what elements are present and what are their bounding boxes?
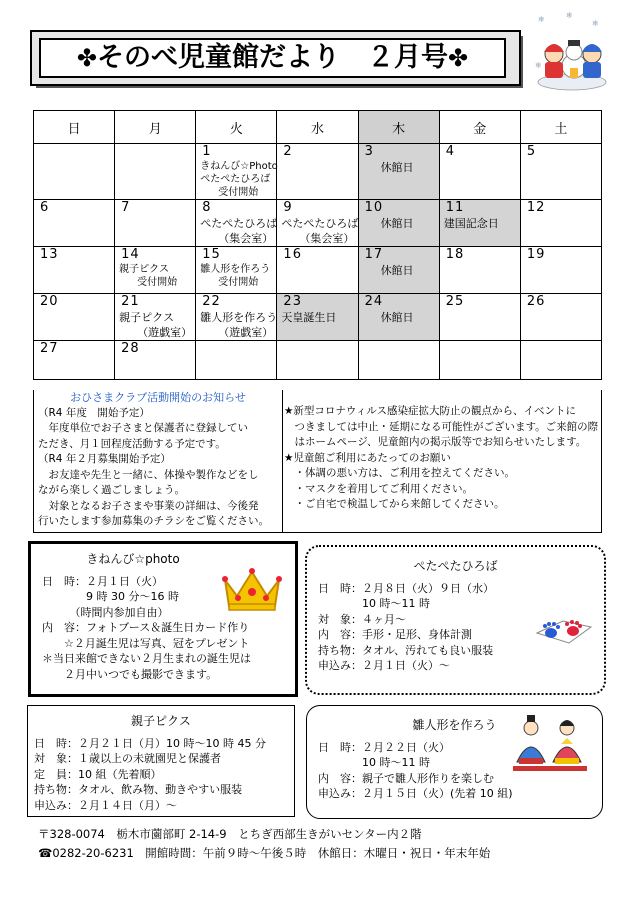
calendar-day-cell [34, 144, 115, 200]
day-number: 15 [202, 247, 221, 262]
calendar-day-cell [358, 200, 439, 247]
calendar-header-row [34, 111, 602, 144]
petapeta-detail-line: 対 象：４ヶ月～ [307, 612, 406, 626]
svg-text:❄: ❄ [566, 11, 573, 20]
kinenbi-detail-line: 日 時：２月１日（火） [31, 574, 163, 588]
weekday-header: 火 [196, 111, 277, 144]
day-event: 受付開始 [137, 277, 178, 288]
day-number: 1 [202, 144, 212, 159]
calendar-day-cell [439, 341, 520, 380]
calendar-day-cell [34, 200, 115, 247]
calendar-week-row [34, 144, 602, 200]
day-event: （遊戯室） [137, 326, 193, 339]
calendar-day-cell [277, 247, 358, 294]
calendar-body [34, 144, 602, 380]
day-number: 2 [283, 144, 293, 159]
day-event: ぺたぺたひろば [281, 217, 359, 230]
page-title-text: そのべ児童館だより ２月号 [97, 42, 448, 73]
covid-notice-line: ・ご自宅で検温してから来館してください。 [284, 498, 505, 510]
day-number: 17 [364, 247, 384, 262]
calendar-day-cell [277, 144, 358, 200]
petapeta-detail-line: 日 時：２月８日（火）９日（水） [307, 581, 494, 595]
calendar-day-cell [115, 144, 196, 200]
weekday-header: 日 [34, 111, 115, 144]
hina-detail-line: 内 容：親子で雛人形作りを楽しむ [307, 771, 494, 785]
calendar-day-cell [520, 247, 601, 294]
weekday-header: 木 [358, 111, 439, 144]
day-number: 10 [364, 200, 384, 215]
calendar-day-cell [115, 341, 196, 380]
calendar-day-cell [196, 144, 277, 200]
calendar-day-cell [358, 144, 439, 200]
day-event: 休館日 [380, 311, 414, 324]
calendar-day-cell [520, 294, 601, 341]
day-number: 9 [283, 200, 293, 215]
hina-title: 雛人形を作ろう [412, 718, 497, 732]
calendar-day-cell [34, 294, 115, 341]
calendar-day-cell [520, 144, 601, 200]
day-number: 13 [40, 247, 59, 262]
club-notice-line: 年度単位でお子さまと保護者に登録してい [38, 422, 248, 434]
oyako-detail-line: 持ち物：タオル、飲み物、動きやすい服装 [34, 783, 243, 796]
petapeta-box [305, 545, 606, 695]
kinenbi-detail-line: ☆２月誕生児は写真、冠をプレゼント [31, 636, 250, 650]
hina-doll-box [306, 705, 603, 819]
calendar-day-cell [358, 247, 439, 294]
day-number: 27 [40, 341, 59, 356]
petapeta-detail-line: 内 容：手形・足形、身体計測 [307, 628, 472, 641]
footer-address: 〒328-0074 栃木市薗部町 2-14-9 とちぎ西部生きがいセンター内２階 [38, 827, 422, 841]
day-event: 休館日 [380, 264, 414, 277]
calendar-day-cell [196, 247, 277, 294]
petapeta-detail-line: 持ち物：タオル、汚れても良い服装 [307, 643, 494, 657]
day-event: きねんび☆Photo [200, 161, 278, 172]
day-number: 12 [526, 200, 546, 215]
calendar-day-cell [34, 247, 115, 294]
hina-dolls-icon [511, 710, 589, 774]
clover-right-icon: ✤ [448, 44, 469, 72]
day-number: 28 [121, 341, 140, 356]
club-notice-line: 対象となるお子さまや事業の詳細は、今後発 [38, 499, 259, 512]
hina-detail-line: 申込み：２月１５日（火）(先着 10 組) [307, 787, 513, 800]
svg-text:❄: ❄ [535, 61, 542, 70]
covid-notice-line: ・体調の悪い方は、ご利用を控えてください。 [284, 467, 515, 479]
calendar-day-cell [520, 341, 601, 380]
day-number: 14 [121, 247, 140, 262]
day-event: 親子ピクス [119, 264, 170, 275]
day-event: 受付開始 [218, 277, 259, 288]
footer-contact: ☎0282-20-6231 開館時間：午前９時～午後５時 休館日：木曜日・祝日・年末年始 [38, 846, 491, 860]
calendar-day-cell [115, 200, 196, 247]
day-number: 19 [526, 247, 546, 262]
day-number: 22 [202, 294, 221, 309]
calendar-day-cell [277, 341, 358, 380]
day-event: 親子ピクス [119, 311, 175, 324]
covid-notice-line: ・マスクを着用してご利用ください。 [284, 482, 473, 495]
hina-detail-line: 日 時：２月２２日（火） [307, 740, 450, 754]
day-event: 休館日 [380, 217, 414, 230]
covid-notice-line: つきましては中止・延期になる可能性がございます。ご来館の際 [284, 420, 599, 433]
day-number: 6 [40, 200, 50, 215]
day-event: 建国記念日 [443, 217, 499, 230]
kinenbi-detail-line: 9 時 30 分～16 時 [31, 590, 179, 603]
calendar-day-cell [34, 341, 115, 380]
day-number: 21 [121, 294, 140, 309]
calendar-day-cell [196, 294, 277, 341]
crown-icon [221, 566, 283, 612]
calendar-week-row [34, 247, 602, 294]
footer [38, 825, 490, 863]
club-notice-line: （R4 年２月募集開始予定） [38, 453, 171, 465]
day-event: 雛人形を作ろう [200, 264, 271, 275]
day-number: 4 [445, 144, 455, 159]
day-number: 26 [526, 294, 546, 309]
kinenbi-detail-line: （時間内参加自由） [31, 605, 169, 619]
covid-notice-line: ★児童館ご利用にあたってのお願い [284, 451, 451, 464]
covid-notice [284, 390, 602, 513]
calendar [33, 110, 602, 380]
day-number: 11 [445, 200, 465, 215]
weekday-header: 土 [520, 111, 601, 144]
calendar-day-cell [439, 200, 520, 247]
club-notice-line: お友達や先生と一緒に、体操や製作などをし [38, 468, 259, 481]
club-notice-line: ただき、月１回程度活動する予定です。 [38, 437, 226, 450]
weekday-header: 水 [277, 111, 358, 144]
petapeta-detail-line: 10 時～11 時 [307, 597, 430, 610]
clover-left-icon: ✤ [76, 44, 97, 72]
petapeta-detail-line: 申込み：２月１日（火）～ [307, 659, 450, 672]
day-event: （集会室） [218, 232, 274, 245]
day-number: 3 [364, 144, 374, 159]
calendar-day-cell [520, 200, 601, 247]
title-banner [30, 30, 525, 90]
day-number: 24 [364, 294, 384, 309]
day-event: 天皇誕生日 [281, 311, 337, 324]
calendar-week-row [34, 341, 602, 380]
day-event: （遊戯室） [218, 326, 274, 339]
club-notice [34, 390, 283, 532]
kinenbi-detail-line: ２月中いつでも撮影できます。 [31, 667, 218, 681]
covid-notice-line: ★新型コロナウィルス感染症拡大防止の観点から、イベントに [284, 405, 576, 417]
calendar-day-cell [439, 247, 520, 294]
calendar-day-cell [196, 341, 277, 380]
day-event: 雛人形を作ろう [200, 311, 278, 324]
day-number: 23 [283, 294, 302, 309]
calendar-day-cell [196, 200, 277, 247]
day-event: （集会室） [299, 232, 355, 245]
page-title [39, 38, 506, 78]
handprint-icon [533, 613, 595, 647]
oyako-detail-line: 定 員：10 組（先着順） [34, 767, 162, 781]
oyako-detail-line: 対 象：１歳以上の未就園児と保護者 [34, 752, 221, 765]
day-event: 受付開始 [218, 187, 259, 198]
calendar-day-cell [358, 294, 439, 341]
day-number: 5 [526, 144, 537, 159]
club-notice-title: おひさまクラブ活動開始のお知らせ [70, 391, 246, 404]
day-event: 休館日 [380, 161, 414, 174]
day-number: 16 [283, 247, 302, 262]
club-notice-line: 行いたします参加募集のチラシをご覧ください。 [38, 515, 269, 527]
oyako-detail-line: 申込み：２月１４日（月）～ [34, 798, 177, 812]
calendar-week-row [34, 200, 602, 247]
oyako-detail-line: 日 時：２月２１日（月）10 時～10 時 45 分 [34, 736, 266, 750]
oyako-title: 親子ピクス [131, 714, 191, 728]
oyako-pix-box [27, 705, 295, 817]
kinenbi-photo-box [28, 541, 298, 697]
kinenbi-detail-line: ＊当日来館できない２月生まれの誕生児は [31, 652, 251, 665]
day-number: 20 [40, 294, 59, 309]
day-event: ぺたぺたひろば [200, 174, 271, 185]
calendar-day-cell [358, 341, 439, 380]
calendar-day-cell [115, 247, 196, 294]
calendar-day-cell [115, 294, 196, 341]
snowman-kids-illustration [530, 8, 612, 93]
calendar-day-cell [277, 294, 358, 341]
svg-text:❄: ❄ [592, 19, 599, 28]
day-number: 8 [202, 200, 212, 215]
hina-detail-line: 10 時～11 時 [307, 756, 430, 769]
notice-row [33, 390, 602, 533]
calendar-day-cell [439, 144, 520, 200]
day-event: ぺたぺたひろば [200, 217, 278, 230]
kinenbi-title: きねんび☆photo [86, 552, 180, 566]
weekday-header: 金 [439, 111, 520, 144]
kinenbi-detail-line: 内 容：フォトブース＆誕生日カード作り [31, 621, 250, 634]
calendar-day-cell [439, 294, 520, 341]
calendar-day-cell [277, 200, 358, 247]
covid-notice-line: はホームページ、児童館内の掲示版等でお知らせいたします。 [284, 436, 587, 448]
day-number: 25 [445, 294, 465, 309]
svg-text:❄: ❄ [538, 15, 545, 24]
petapeta-title: ぺたぺたひろば [413, 559, 498, 573]
club-notice-line: （R4 年度 開始予定） [38, 406, 150, 419]
day-number: 18 [445, 247, 465, 262]
club-notice-line: ながら楽しく過ごしましょう。 [38, 484, 185, 496]
weekday-header: 月 [115, 111, 196, 144]
calendar-week-row [34, 294, 602, 341]
day-number: 7 [121, 200, 131, 215]
